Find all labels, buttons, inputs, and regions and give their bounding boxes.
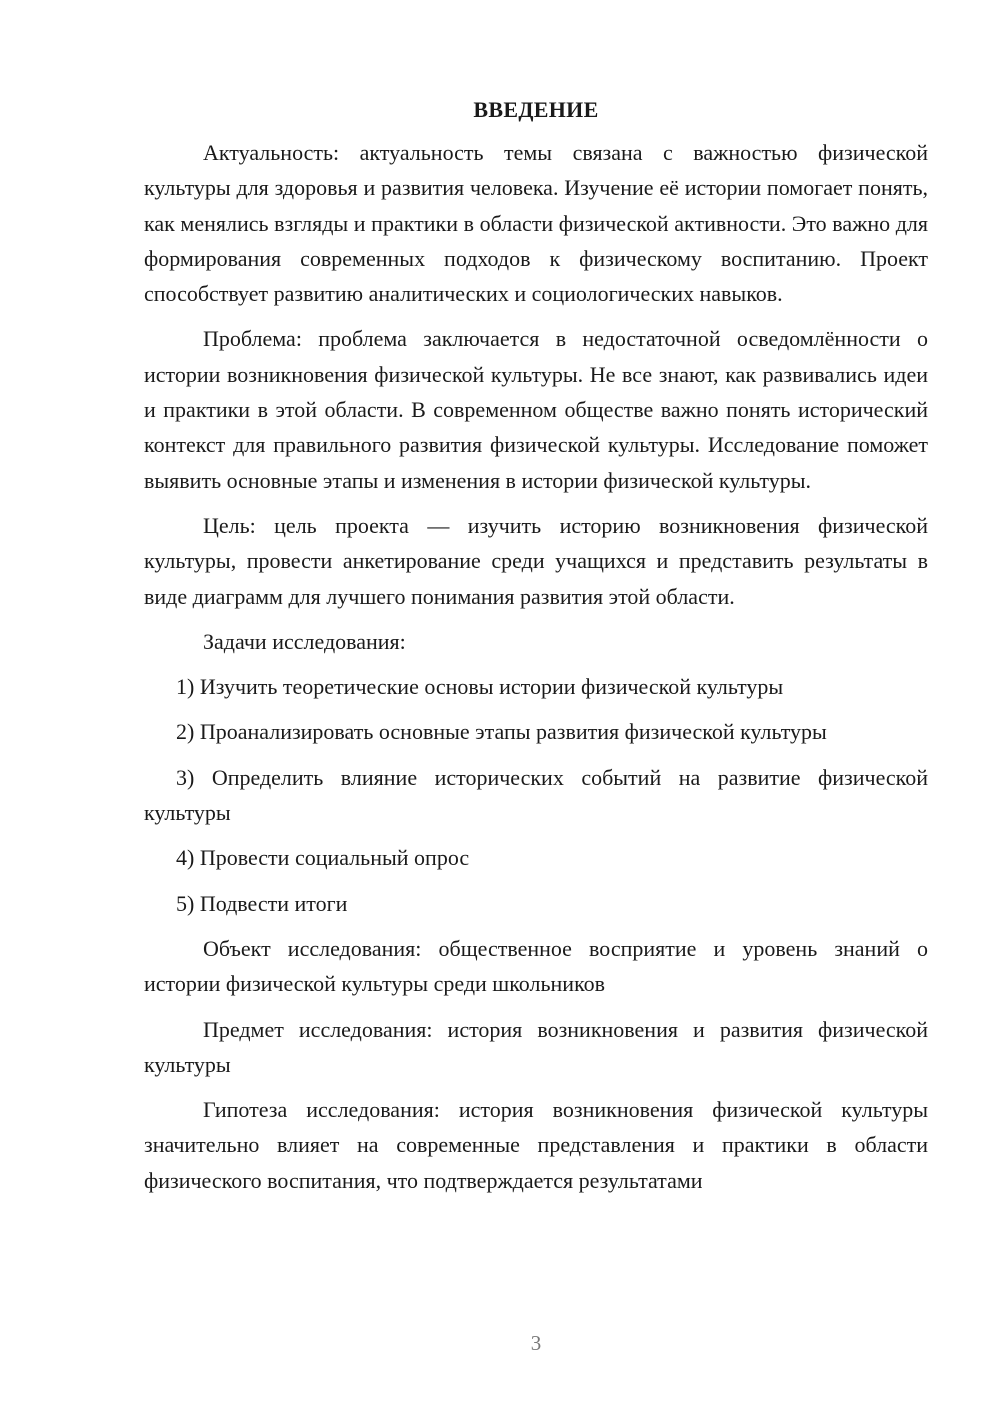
page-title: ВВЕДЕНИЕ xyxy=(473,97,599,122)
hypothesis-paragraph: Гипотеза исследования: история возникновения физической культуры значительно влияет на современные представления и практики в области физического воспитания, что подтверждается результатами xyxy=(144,1097,928,1193)
object-paragraph: Объект исследования: общественное восприятие и уровень знаний о истории физической культуры среди школьников xyxy=(144,935,928,997)
goal-paragraph: Цель: цель проекта — изучить историю возникновения физической культуры, провести анкетирование среди учащихся и представить результаты в виде диаграмм для лучшего понимания развития этой области. xyxy=(144,512,928,609)
task-item-2: 2) Проанализировать основные этапы развития физической культуры xyxy=(176,719,827,745)
subject-paragraph: Предмет исследования: история возникновения и развития физической культуры xyxy=(144,1016,928,1077)
task-item-5: 5) Подвести итоги xyxy=(176,890,348,916)
document-page xyxy=(144,92,928,1208)
relevance-paragraph: Актуальность: актуальность темы связана с важностью физической культуры для здоровья и развития человека. Изучение её истории помогает понять, как менялись взгляды и практики в области физической активности. Это важно для формирования современных подходов к физическому воспитанию. Проект способствует развитию аналитических и социологических навыков. xyxy=(144,140,928,307)
task-item-1: 1) Изучить теоретические основы истории физической культуры xyxy=(176,674,784,700)
task-item-3: 3) Определить влияние исторических событий на развитие физической культуры xyxy=(144,764,928,826)
page-number: 3 xyxy=(530,1331,542,1355)
tasks-heading: Задачи исследования: xyxy=(203,628,406,654)
task-item-4: 4) Провести социальный опрос xyxy=(176,845,470,871)
problem-paragraph: Проблема: проблема заключается в недостаточной осведомлённости о истории возникновения физической культуры. Не все знают, как развивались идеи и практики в этой области. В современном обществе важно понять исторический контекст для правильного развития физической культуры. Исследование поможет выявить основные этапы и изменения в истории физической культуры. xyxy=(144,326,928,493)
